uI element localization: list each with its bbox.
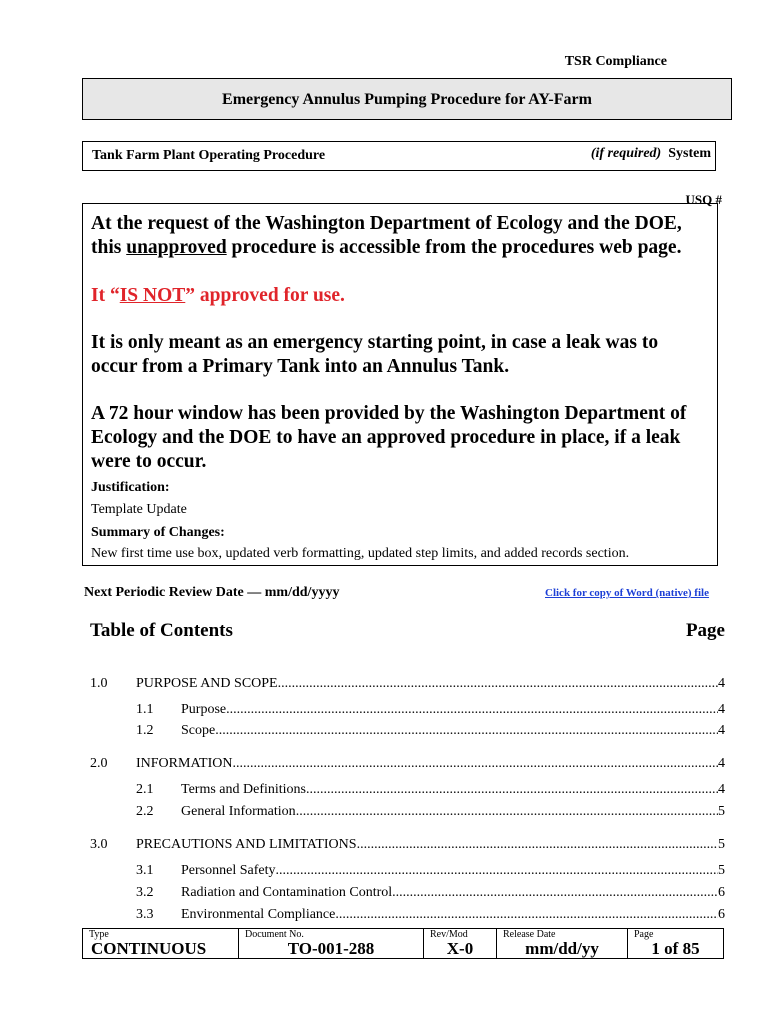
footer-release-cell bbox=[496, 929, 627, 958]
notice-text: this bbox=[91, 237, 127, 258]
toc-number: 1.1 bbox=[136, 702, 154, 717]
toc-text: Environmental Compliance bbox=[181, 907, 336, 922]
toc-entry-line bbox=[181, 885, 725, 901]
toc-number: 3.2 bbox=[136, 885, 154, 900]
toc-page-number: 5 bbox=[718, 804, 725, 819]
toc-text: Terms and Definitions bbox=[181, 782, 306, 797]
toc-entry[interactable] bbox=[0, 837, 770, 855]
toc-number: 3.1 bbox=[136, 863, 154, 878]
footer-rev-value: X-0 bbox=[446, 939, 474, 958]
footer-doc-cell bbox=[238, 929, 423, 958]
word-file-link[interactable]: Click for copy of Word (native) file bbox=[545, 587, 709, 599]
toc-title: Table of Contents bbox=[90, 620, 233, 641]
operating-procedure-label: Tank Farm Plant Operating Procedure bbox=[92, 148, 326, 163]
toc-text: INFORMATION bbox=[136, 756, 233, 771]
toc-entry[interactable] bbox=[0, 702, 770, 720]
toc-page-number: 4 bbox=[718, 723, 725, 738]
toc-page-number: 4 bbox=[718, 756, 725, 771]
toc-entry-line bbox=[136, 756, 725, 772]
toc-leader-dots bbox=[335, 907, 718, 923]
toc-text: PURPOSE AND SCOPE bbox=[136, 676, 278, 691]
footer-page-label: Page bbox=[634, 929, 654, 940]
notice-line: It is only meant as an emergency starting point, in case a leak was to bbox=[91, 332, 659, 353]
footer-rev-label: Rev/Mod bbox=[430, 929, 468, 940]
footer-rev-cell bbox=[423, 929, 496, 958]
notice-box bbox=[82, 203, 718, 566]
document-footer bbox=[82, 928, 724, 959]
footer-type-label: Type bbox=[89, 929, 109, 940]
toc-page-number: 6 bbox=[718, 907, 725, 922]
footer-doc-value: TO-001-288 bbox=[287, 939, 375, 958]
toc-entry-line bbox=[181, 702, 725, 718]
summary-label: Summary of Changes: bbox=[91, 525, 225, 540]
operating-procedure-box bbox=[82, 141, 716, 171]
toc-leader-dots bbox=[296, 804, 718, 820]
toc-leader-dots bbox=[278, 676, 718, 692]
toc-text: PRECAUTIONS AND LIMITATIONS bbox=[136, 837, 357, 852]
toc-text: Personnel Safety bbox=[181, 863, 276, 878]
notice-line: Ecology and the DOE to have an approved procedure in place, if a leak bbox=[91, 427, 681, 448]
toc-number: 2.1 bbox=[136, 782, 154, 797]
toc-leader-dots bbox=[306, 782, 718, 798]
tsr-compliance-label: TSR Compliance bbox=[564, 54, 667, 69]
procedure-title: Emergency Annulus Pumping Procedure for AY-Farm bbox=[222, 91, 592, 108]
summary-text: New first time use box, updated verb formatting, updated step limits, and added records section. bbox=[91, 546, 630, 561]
footer-page-value: 1 of 85 bbox=[651, 939, 700, 958]
if-required-note: (if required) bbox=[590, 146, 662, 161]
toc-entry[interactable] bbox=[0, 782, 770, 800]
toc-number: 2.2 bbox=[136, 804, 154, 819]
toc-page-number: 4 bbox=[718, 676, 725, 691]
footer-type-value: CONTINUOUS bbox=[91, 939, 207, 958]
toc-entry[interactable] bbox=[0, 723, 770, 741]
footer-release-label: Release Date bbox=[503, 929, 556, 940]
is-not-text: IS NOT bbox=[119, 285, 186, 306]
justification-text: Template Update bbox=[91, 502, 187, 517]
notice-line bbox=[91, 236, 716, 260]
toc-number: 3.0 bbox=[90, 837, 108, 852]
footer-release-value: mm/dd/yy bbox=[525, 939, 599, 958]
toc-number: 3.3 bbox=[136, 907, 154, 922]
notice-text: procedure is accessible from the procedures web page. bbox=[226, 237, 682, 258]
toc-number: 2.0 bbox=[90, 756, 108, 771]
toc-entry[interactable] bbox=[0, 756, 770, 774]
system-text: System bbox=[668, 146, 711, 161]
toc-entry-line bbox=[181, 863, 725, 879]
toc-page-number: 6 bbox=[718, 885, 725, 900]
toc-leader-dots bbox=[275, 863, 718, 879]
warning-text: ” approved for use. bbox=[185, 285, 345, 306]
toc-entry-line bbox=[181, 782, 725, 798]
next-review-date: Next Periodic Review Date — mm/dd/yyyy bbox=[84, 585, 340, 600]
toc-entry[interactable] bbox=[0, 907, 770, 925]
toc-text: Radiation and Contamination Control bbox=[181, 885, 393, 900]
toc-page-number: 5 bbox=[718, 863, 725, 878]
toc-page-label: Page bbox=[685, 620, 725, 641]
toc-text: Purpose bbox=[181, 702, 227, 717]
toc-entry[interactable] bbox=[0, 885, 770, 903]
unapproved-text: unapproved bbox=[126, 237, 227, 258]
warning-text: It “ bbox=[91, 285, 120, 306]
toc-leader-dots bbox=[357, 837, 718, 853]
footer-page-cell bbox=[627, 929, 723, 958]
toc-leader-dots bbox=[226, 702, 718, 718]
notice-line: occur from a Primary Tank into an Annulus Tank. bbox=[91, 356, 510, 377]
footer-doc-label: Document No. bbox=[245, 929, 304, 940]
toc-number: 1.0 bbox=[90, 676, 108, 691]
toc-entry-line bbox=[136, 837, 725, 853]
toc-text: Scope bbox=[181, 723, 216, 738]
toc-entry-line bbox=[181, 723, 725, 739]
toc-number: 1.2 bbox=[136, 723, 154, 738]
toc-page-number: 5 bbox=[718, 837, 725, 852]
toc-entry-line bbox=[181, 804, 725, 820]
notice-line: At the request of the Washington Department of Ecology and the DOE, bbox=[91, 213, 682, 234]
justification-label: Justification: bbox=[91, 480, 170, 495]
system-label bbox=[591, 146, 711, 162]
toc-entry-line bbox=[181, 907, 725, 923]
toc-leader-dots bbox=[215, 723, 718, 739]
toc-entry-line bbox=[136, 676, 725, 692]
notice-line: A 72 hour window has been provided by the Washington Department of bbox=[91, 403, 687, 424]
footer-type-cell bbox=[83, 929, 238, 958]
toc-entry[interactable] bbox=[0, 863, 770, 881]
toc-page-number: 4 bbox=[718, 782, 725, 797]
procedure-title-box bbox=[82, 78, 732, 120]
notice-line: were to occur. bbox=[91, 451, 207, 472]
usq-label: USQ # bbox=[685, 192, 722, 207]
toc-leader-dots bbox=[232, 756, 718, 772]
toc-text: General Information bbox=[181, 804, 296, 819]
toc-entry[interactable] bbox=[0, 804, 770, 822]
toc-entry[interactable] bbox=[0, 676, 770, 694]
toc-page-number: 4 bbox=[718, 702, 725, 717]
not-approved-warning bbox=[91, 284, 716, 308]
toc-leader-dots bbox=[392, 885, 718, 901]
